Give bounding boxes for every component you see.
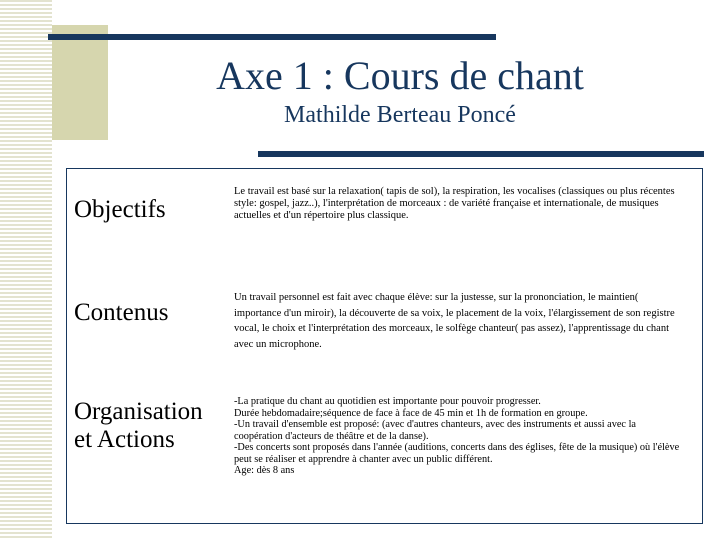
organisation-line: -Un travail d'ensemble est proposé: (avec d'autres chanteurs, avec des instruments et aussi avec la coopération d'acteurs de théâtre et de la danse).	[234, 419, 636, 442]
section-label-organisation	[74, 398, 203, 454]
section-text-objectifs: Le travail est basé sur la relaxation( tapis de sol), la respiration, les vocalises (classiques ou plus récentes style: gospel, jazz..), l'interprétation de morceaux : de variété française et internationale, de musiques actuelles et d'un répertoire plus classique.	[234, 186, 675, 221]
title-rule-top	[48, 34, 496, 40]
section-label-objectifs: Objectifs	[74, 196, 166, 223]
section-text-organisation	[234, 396, 686, 477]
organisation-line: -Des concerts sont proposés dans l'année (auditions, concerts dans des églises, fête de la musique) où l'élève peut se réaliser et apprendre à chanter avec un public différent.	[234, 442, 680, 465]
slide-title: Axe 1 : Cours de chant	[216, 53, 584, 98]
decorative-accent-block	[52, 25, 108, 140]
organisation-line: Age: dès 8 ans	[234, 465, 295, 476]
title-rule-bottom	[258, 151, 704, 157]
decorative-stripes	[0, 0, 52, 540]
section-label-organisation-line1: Organisation	[74, 398, 203, 425]
section-label-contenus: Contenus	[74, 299, 169, 326]
organisation-line: -La pratique du chant au quotidien est importante pour pouvoir progresser.	[234, 396, 541, 407]
section-text-contenus: Un travail personnel est fait avec chaque élève: sur la justesse, sur la prononciation, le maintien( importance d'un miroir), la découverte de sa voix, le placement de la voix, l'élargissement de son registre vocal, le choix et l'interprétation des morceaux, le solfège chanteur( pas assez), l'apprentissage du chant avec un microphone.	[234, 292, 675, 350]
organisation-line: Durée hebdomadaire;séquence de face à face de 45 min et 1h de formation en groupe.	[234, 407, 588, 419]
section-label-organisation-line2: et Actions	[74, 426, 175, 453]
slide-subtitle: Mathilde Berteau Poncé	[284, 102, 516, 128]
